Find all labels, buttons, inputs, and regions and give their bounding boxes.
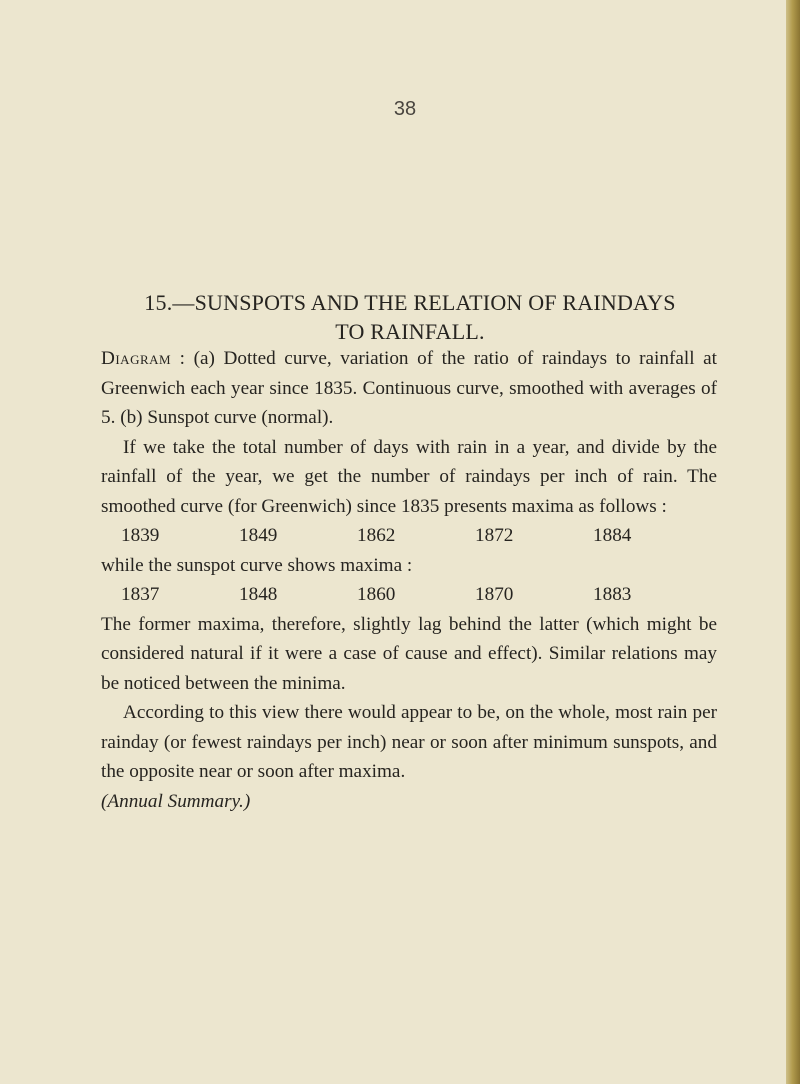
section-title [100, 288, 720, 346]
rainday-maxima-year: 1884 [593, 525, 632, 546]
rainday-maxima-year: 1872 [475, 525, 514, 546]
diagram-separator: : [171, 348, 194, 369]
paragraph-lag: The former maxima, therefore, slightly lag behind the latter (which might be considered natural if it were a case of cause and effect). Similar relations may be noticed between the minima. [101, 613, 717, 694]
sunspot-maxima-year: 1848 [239, 584, 278, 605]
sunspot-maxima-year: 1860 [357, 584, 396, 605]
rainday-maxima-list [121, 521, 717, 551]
page-number: 38 [393, 98, 417, 120]
section-title-line-2: TO RAINFALL. [335, 319, 485, 344]
citation: (Annual Summary.) [101, 790, 251, 812]
diagram-description [101, 344, 717, 433]
body-text [101, 344, 717, 816]
diagram-label: Diagram [101, 348, 172, 369]
diagram-text: (a) Dotted curve, variation of the ratio of raindays to rainfall at Greenwich each year since 1835. Continuous curve, smoothed with averages of 5. (b) Sunspot curve (normal). [101, 348, 717, 428]
sunspot-maxima-year: 1837 [121, 584, 160, 605]
section-title-line-1: 15.—SUNSPOTS AND THE RELATION OF RAINDAYS [144, 290, 676, 315]
sunspot-maxima-list [121, 580, 717, 610]
paragraph-raindays: If we take the total number of days with rain in a year, and divide by the rainfall of the year, we get the number of raindays per inch of rain. The smoothed curve (for Greenwich) since 1835 presents maxima as follows : [101, 436, 717, 517]
rainday-maxima-year: 1839 [121, 525, 160, 546]
sunspot-intro: while the sunspot curve shows maxima : [101, 554, 413, 576]
page-edge [786, 0, 800, 1084]
sunspot-maxima-year: 1870 [475, 584, 514, 605]
rainday-maxima-year: 1849 [239, 525, 278, 546]
paragraph-conclusion: According to this view there would appear to be, on the whole, most rain per rainday (or fewest raindays per inch) near or soon after minimum sunspots, and the opposite near or soon after maxima. [101, 702, 717, 782]
rainday-maxima-year: 1862 [357, 525, 396, 546]
sunspot-maxima-year: 1883 [593, 584, 632, 605]
